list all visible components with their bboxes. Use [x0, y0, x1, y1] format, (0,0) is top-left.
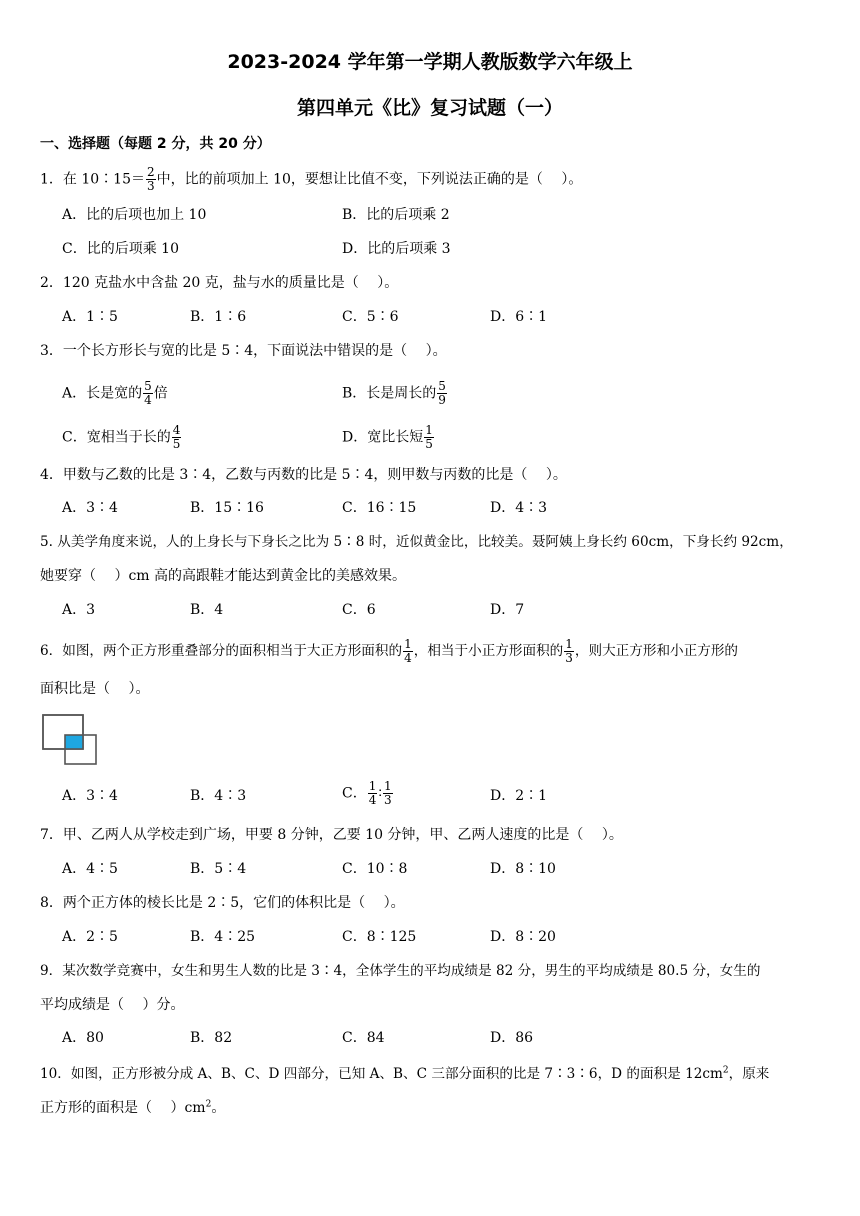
q1-option-d[interactable]: D．比的后项乘 3: [342, 241, 451, 257]
q5-option-b[interactable]: B．4: [190, 602, 224, 618]
question-9-line2: 平均成绩是（ ）分。: [40, 997, 185, 1013]
q2-option-a[interactable]: A．1∶5: [62, 309, 118, 325]
q3-option-a[interactable]: A．长是宽的 $\frac{5}{4}$ 倍: [62, 379, 168, 407]
question-2: 2．120 克盐水中含盐 20 克，盐与水的质量比是（ ）。: [40, 275, 399, 291]
q9-option-a[interactable]: A．80: [62, 1030, 104, 1046]
q1-text-start: 1．在 10∶15＝: [40, 171, 145, 188]
q3-option-d[interactable]: D．宽比长短 $\frac{1}{5}$: [342, 423, 433, 451]
q5-option-a[interactable]: A．3: [62, 602, 96, 618]
question-6-line2: 面积比是（ ）。: [40, 681, 150, 697]
overlapping-squares-figure: [42, 714, 98, 766]
q2-option-d[interactable]: D．6∶1: [490, 309, 548, 325]
question-9-line1: 9．某次数学竞赛中，女生和男生人数的比是 3∶4，全体学生的平均成绩是 82 分，男生的平均成绩是 80.5 分，女生的: [40, 963, 761, 979]
q6-option-a[interactable]: A．3∶4: [62, 788, 118, 804]
q1-option-b[interactable]: B．比的后项乘 2: [342, 207, 450, 223]
q1-text-end: 中，比的前项加上 10，要想让比值不变，下列说法正确的是（ ）。: [156, 171, 583, 188]
question-7: 7．甲、乙两人从学校走到广场，甲要 8 分钟，乙要 10 分钟，甲、乙两人速度的比是（ ）。: [40, 827, 623, 843]
q4-option-b[interactable]: B．15∶16: [190, 500, 264, 516]
section-heading: 一、选择题（每题 2 分，共 20 分）: [40, 136, 271, 152]
q3-option-b[interactable]: B．长是周长的 $\frac{5}{9}$: [342, 379, 446, 407]
question-4: 4．甲数与乙数的比是 3∶4，乙数与丙数的比是 5∶4，则甲数与丙数的比是（ ）。: [40, 467, 567, 483]
q1-fraction: $\frac{2}{3}$: [147, 165, 155, 193]
q1-option-c[interactable]: C．比的后项乘 10: [62, 241, 179, 257]
q7-option-c[interactable]: C．10∶8: [342, 861, 408, 877]
q5-option-d[interactable]: D．7: [490, 602, 525, 618]
q6-option-c[interactable]: C． $\frac{1}{4}$ ∶ $\frac{1}{3}$: [342, 779, 392, 807]
q1-option-a[interactable]: A．比的后项也加上 10: [62, 207, 207, 223]
q8-option-d[interactable]: D．8∶20: [490, 929, 556, 945]
q9-option-d[interactable]: D．86: [490, 1030, 534, 1046]
q2-option-b[interactable]: B．1∶6: [190, 309, 247, 325]
q4-option-c[interactable]: C．16∶15: [342, 500, 417, 516]
question-3: 3．一个长方形长与宽的比是 5∶4，下面说法中错误的是（ ）。: [40, 343, 447, 359]
q7-option-b[interactable]: B．5∶4: [190, 861, 247, 877]
overlap-region: [65, 735, 83, 749]
question-10-line2: 正方形的面积是（ ）$cm^2$。: [40, 1099, 226, 1116]
q8-option-c[interactable]: C．8∶125: [342, 929, 417, 945]
question-10-line1: 10．如图，正方形被分成 A、B、C、D 四部分，已知 A、B、C 三部分面积的比是 7∶3∶6，D 的面积是 $12cm^2$，原来: [40, 1065, 770, 1082]
q6-option-b[interactable]: B．4∶3: [190, 788, 247, 804]
q6-option-d[interactable]: D．2∶1: [490, 788, 548, 804]
q7-option-d[interactable]: D．8∶10: [490, 861, 556, 877]
question-1: [40, 166, 582, 193]
q7-option-a[interactable]: A．4∶5: [62, 861, 118, 877]
unit-title: 第四单元《比》复习试题（一）: [296, 97, 563, 119]
q5-option-c[interactable]: C．6: [342, 602, 376, 618]
q9-option-c[interactable]: C．84: [342, 1030, 385, 1046]
question-8: 8．两个正方体的棱长比是 2∶5，它们的体积比是（ ）。: [40, 895, 405, 911]
q8-option-b[interactable]: B．4∶25: [190, 929, 256, 945]
question-5-line1: 5. 从美学角度来说，人的上身长与下身长之比为 5∶8 时，近似黄金比，比较美。聂阿姨上身长约 60cm，下身长约 92cm，: [40, 534, 793, 550]
q3-option-c[interactable]: C．宽相当于长的 $\frac{4}{5}$: [62, 423, 181, 451]
q4-option-a[interactable]: A．3∶4: [62, 500, 118, 516]
q9-option-b[interactable]: B．82: [190, 1030, 233, 1046]
question-5-line2: 她要穿（ ）cm 高的高跟鞋才能达到黄金比的美感效果。: [40, 568, 407, 584]
question-6-line1: 6．如图，两个正方形重叠部分的面积相当于大正方形面积的 $\frac{1}{4}$ ，相当于小正方形面积的 $\frac{1}{3}$ ，则大正方形和小正方形的: [40, 637, 739, 665]
q2-option-c[interactable]: C．5∶6: [342, 309, 399, 325]
q4-option-d[interactable]: D．4∶3: [490, 500, 548, 516]
q8-option-a[interactable]: A．2∶5: [62, 929, 118, 945]
exam-title: 2023-2024 学年第一学期人教版数学六年级上: [227, 51, 633, 73]
